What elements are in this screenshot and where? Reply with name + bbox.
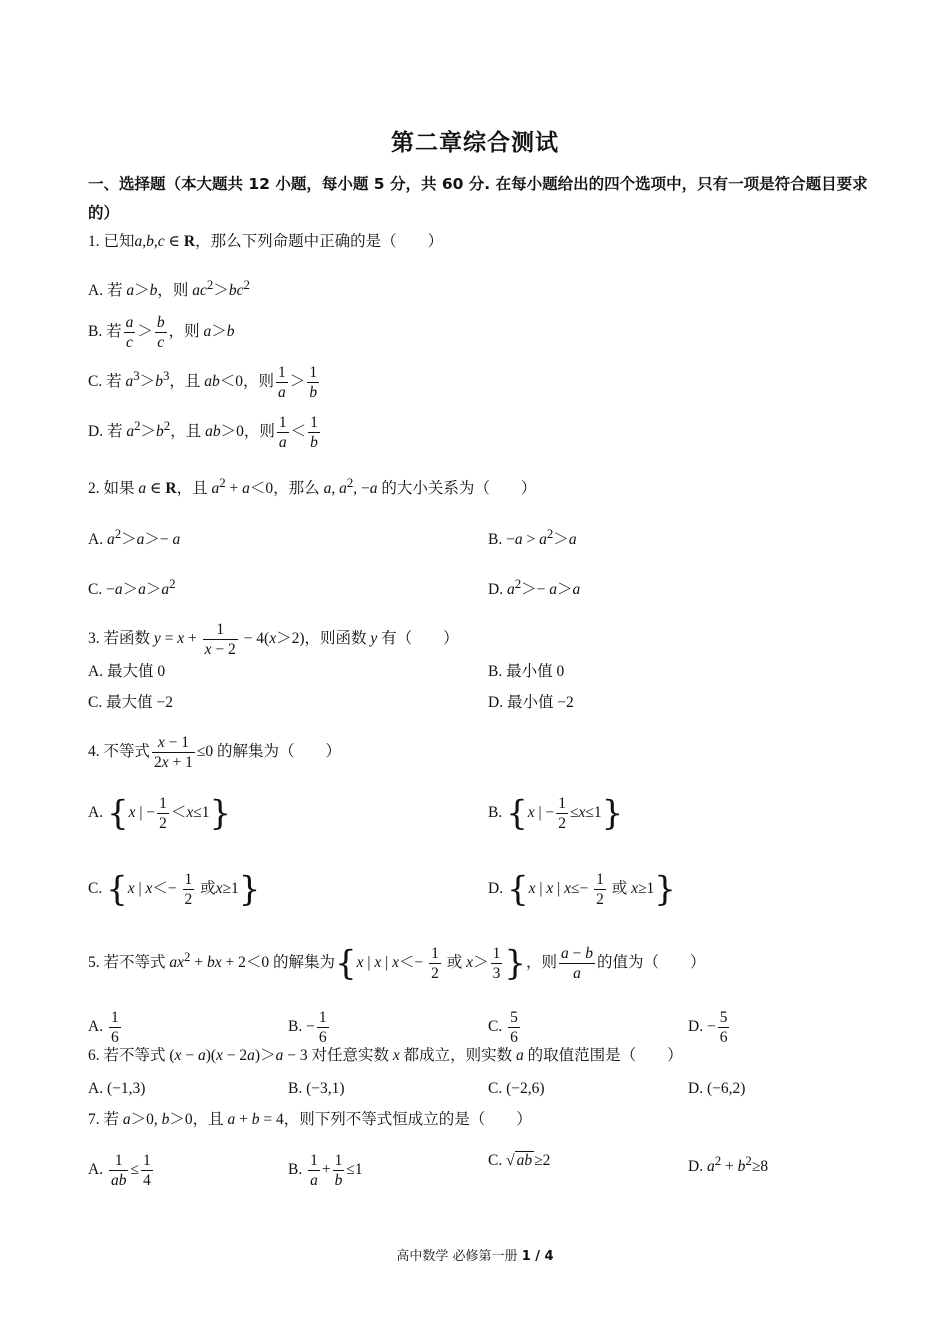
question-7-option-b: B. $\frac{1}{a}$ + $\frac{1}{b}$ ≤1 — [288, 1152, 363, 1189]
question-6-option-a: A. (−1,3) — [88, 1080, 146, 1097]
question-7-option-c: C. √ ab ≥2 — [488, 1152, 551, 1169]
question-6-option-d: D. (−6,2) — [688, 1080, 746, 1097]
footer-text: 高中数学 必修第一册 — [396, 1249, 518, 1264]
question-2-option-c: C. $-a>a>a^2$ — [88, 576, 176, 599]
question-3-option-d: D. 最小值 −2 — [488, 694, 574, 711]
question-6-option-c: C. (−2,6) — [488, 1080, 545, 1097]
question-5-stem: 5. 若不等式 $ax^2$ + bx + 2＜0 的解集为{x | x | x＜− $\frac{1}{2}$ 或 x＞ $\frac{1}{3}$ }，则 $\frac{a - b}{a}$ 的值为（ ） — [88, 943, 706, 984]
question-4-option-a: A. {x | − $\frac{1}{2}$ ＜x≤1} — [88, 793, 232, 834]
question-5-option-d: D. − $\frac{5}{6}$ — [688, 1009, 728, 1046]
question-1-option-a: A. 若 a＞b，则 $ac^2>bc^2$ — [88, 277, 250, 300]
page-title: 第二章综合测试 — [391, 130, 559, 156]
question-6-option-b: B. (−3,1) — [288, 1080, 345, 1097]
question-1-option-c: C. 若 $a^3>b^3$，且 ab＜0，则 $\frac{1}{a}$ ＞ $\frac{1}{b}$ — [88, 364, 318, 401]
question-7-option-a: A. $\frac{1}{ab}$ ≤ $\frac{1}{4}$ — [88, 1152, 151, 1189]
question-7-option-d: D. $a^2 + b^2\ge 8$ — [688, 1153, 769, 1176]
question-4-stem: 4. 不等式 $\frac{x - 1}{2x + 1}$ ≤0 的解集为（ ） — [88, 734, 342, 771]
question-1-option-d: D. 若 $a^2>b^2$，且 ab＞0，则 $\frac{1}{a}$ ＜ $\frac{1}{b}$ — [88, 414, 318, 451]
section-heading: 一、选择题（本大题共 12 小题，每小题 5 分，共 60 分. 在每小题给出的四个选项中，只有一项是符合题目要求的） — [88, 175, 868, 222]
question-4-option-b: B. {x | − $\frac{1}{2}$ ≤x≤1} — [488, 793, 624, 834]
page-number: 1 / 4 — [521, 1249, 554, 1264]
question-2-option-b: B. $-a > a^2>a$ — [488, 526, 577, 549]
question-7-stem: 7. 若 a＞0, b＞0，且 a + b = 4，则下列不等式恒成立的是（ ） — [88, 1111, 532, 1128]
question-4-option-c: C. {x | x＜− $\frac{1}{2}$ 或x≥1} — [88, 869, 261, 910]
page-footer — [0, 1245, 950, 1264]
question-5-option-b: B. − $\frac{1}{6}$ — [288, 1009, 327, 1046]
question-2-option-d: D. $a^2>- a>a$ — [488, 576, 581, 599]
question-2-stem: 2. 如果 a ∈ R，且 $a^2 + a<0$，那么 a, $a^2$, −a 的大小关系为（ ） — [88, 475, 537, 498]
question-2-option-a: A. $a^2>a>- a$ — [88, 526, 181, 549]
question-5-option-c: C. $\frac{5}{6}$ — [488, 1009, 518, 1046]
question-4-option-d: D. {x | x | x≤− $\frac{1}{2}$ 或 x≥1} — [488, 869, 676, 910]
question-5-option-a: A. $\frac{1}{6}$ — [88, 1009, 119, 1046]
question-6-stem: 6. 若不等式 (x − a)(x − 2a)＞a − 3 对任意实数 x 都成立，则实数 a 的取值范围是（ ） — [88, 1047, 683, 1064]
question-3-stem: 3. 若函数 y = x + $\frac{1}{x - 2}$ − 4(x＞2)，则函数 y 有（ ） — [88, 621, 459, 658]
question-3-option-a: A. 最大值 0 — [88, 663, 166, 680]
question-3-option-c: C. 最大值 −2 — [88, 694, 173, 711]
question-1-stem: 1. 已知a,b,c ∈ R，那么下列命题中正确的是（ ） — [88, 233, 444, 250]
question-1-option-b: B. 若 $\frac{a}{c}$ ＞ $\frac{b}{c}$ ，则 a＞b — [88, 314, 235, 351]
question-3-option-b: B. 最小值 0 — [488, 663, 565, 680]
